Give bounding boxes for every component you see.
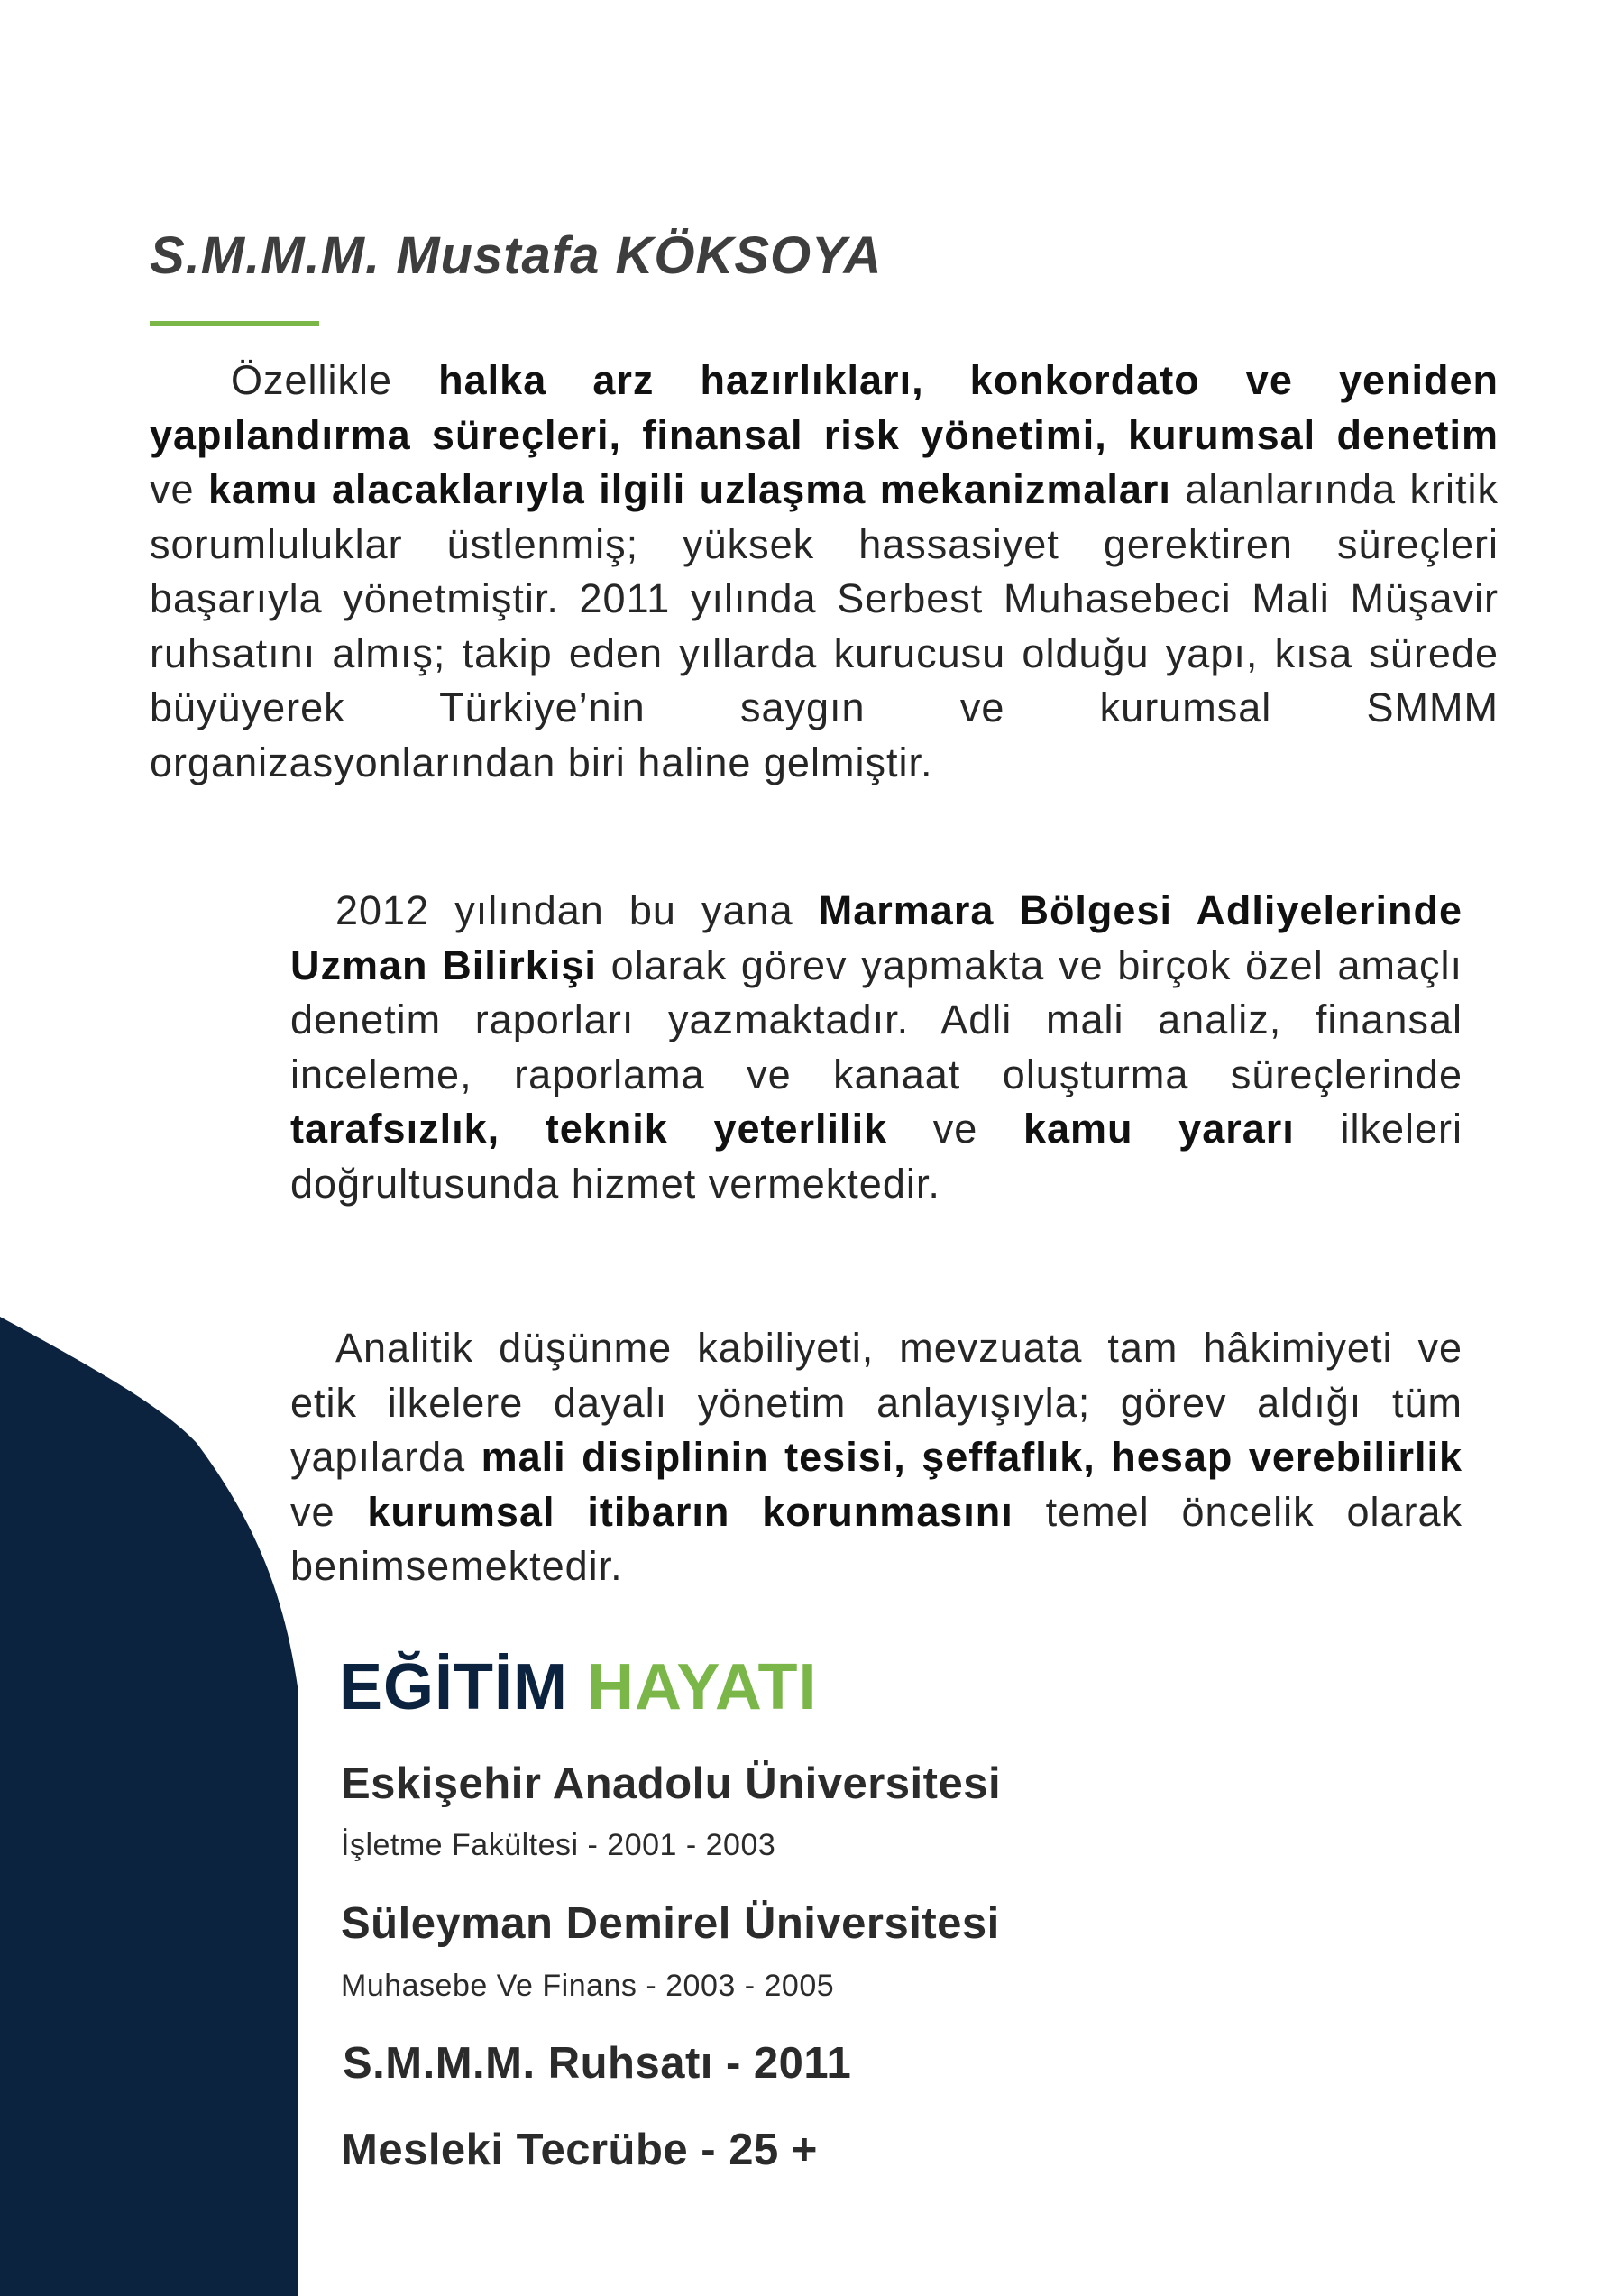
biography-paragraph-1	[150, 354, 1499, 790]
education-heading	[339, 1650, 817, 1724]
para-3-text-3: temel öncelik olarak benimsemektedir.	[290, 1488, 1463, 1589]
para-1-bold-2: kamu alacaklarıyla ilgili uzlaşma mekanizmaları	[208, 466, 1171, 512]
education-detail-1: İşletme Fakültesi - 2001 - 2003	[341, 1828, 776, 1862]
author-name: S.M.M.M. Mustafa KÖKSOYA	[150, 226, 883, 285]
education-heading-part-2: HAYATI	[587, 1651, 818, 1723]
para-1-text-3: alanlarında kritik sorumluluklar üstlenmiş; yüksek hassasiyet gerektiren süreçleri başarıyla yönetmiştir. 2011 yılında Serbest Muhasebeci Mali Müşavir ruhsatını almış; takip eden yıllarda kurucusu olduğu yapı, kısa sürede büyüyerek Türkiye’nin saygın ve kurumsal SMMM organizasyonlarından biri haline gelmiştir.	[150, 466, 1499, 785]
para-2-text-2: olarak görev yapmakta ve birçok özel amaçlı denetim raporları yazmaktadır. Adli mali analiz, finansal inceleme, raporlama ve kanaat oluşturma süreçlerinde	[290, 941, 1463, 1097]
para-2-bold-3: kamu yararı	[1022, 1106, 1295, 1152]
biography-paragraph-3	[290, 1321, 1463, 1594]
para-1-text-1: Özellikle	[231, 357, 439, 403]
biography-paragraph-2	[290, 884, 1463, 1211]
para-1-text-2: ve	[150, 466, 208, 512]
education-detail-2: Muhasebe Ve Finans - 2003 - 2005	[341, 1969, 835, 2003]
para-2-bold-1: Marmara Bölgesi Adliyelerinde Uzman Bilirkişi	[290, 887, 1463, 988]
para-3-text-2: ve	[290, 1488, 368, 1535]
para-3-bold-2: kurumsal itibarın korunmasını	[367, 1488, 1013, 1535]
para-2-text-4: ilkeleri doğrultusunda hizmet vermektedir.	[290, 1106, 1463, 1207]
experience-line: Mesleki Tecrübe - 25 +	[341, 2126, 818, 2174]
para-2-text-3: ve	[887, 1106, 1023, 1152]
para-2-bold-2: tarafsızlık, teknik yeterlilik	[290, 1106, 888, 1152]
education-school-1: Eskişehir Anadolu Üniversitesi	[341, 1759, 1002, 1808]
para-3-text-1: Analitik düşünme kabiliyeti, mevzuata tam hâkimiyeti ve etik ilkelere dayalı yönetim anlayışıyla; görev aldığı tüm yapılarda	[290, 1325, 1463, 1480]
education-school-2: Süleyman Demirel Üniversitesi	[341, 1899, 1000, 1948]
education-heading-part-1: EĞİTİM	[339, 1651, 568, 1723]
license-line: S.M.M.M. Ruhsatı - 2011	[343, 2039, 852, 2088]
para-2-text-1: 2012 yılından bu yana	[335, 887, 819, 933]
para-1-bold-1: halka arz hazırlıkları, konkordato ve yeniden yapılandırma süreçleri, finansal risk yönetimi, kurumsal denetim	[150, 357, 1499, 458]
para-3-bold-1: mali disiplinin tesisi, şeffaflık, hesap verebilirlik	[481, 1434, 1463, 1480]
name-underline	[150, 321, 319, 326]
